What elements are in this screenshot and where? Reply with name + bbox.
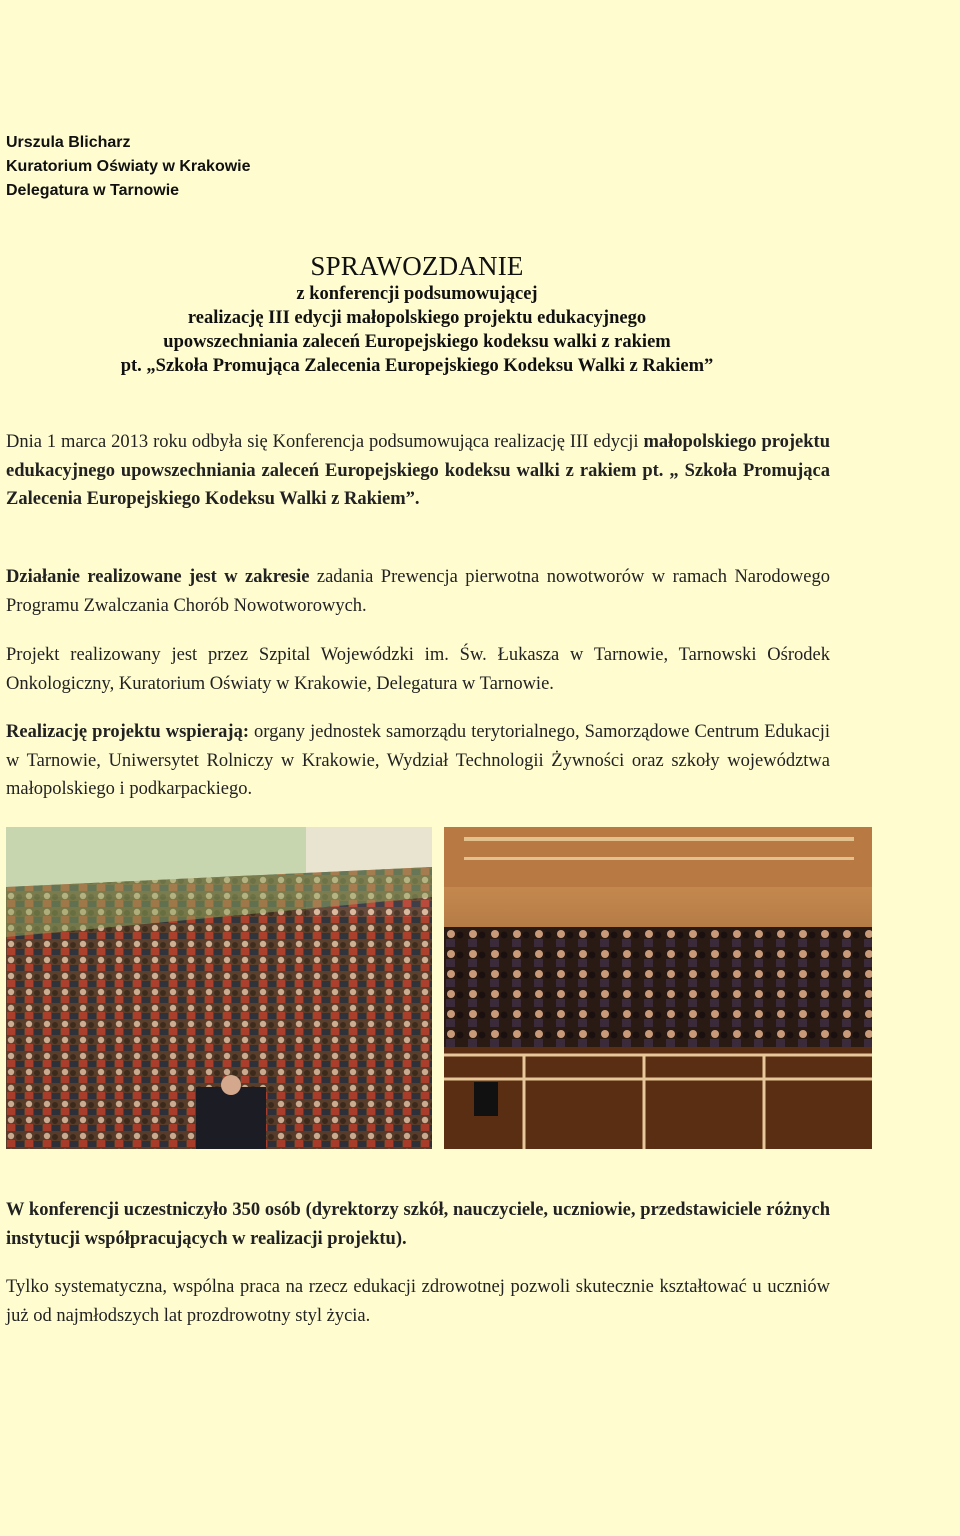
author-branch: Delegatura w Tarnowie bbox=[6, 182, 180, 199]
title-line-3: upowszechniania zaleceń Europejskiego kodeksu walki z rakiem bbox=[163, 332, 671, 352]
paragraph-participants bbox=[6, 1196, 830, 1253]
paragraph-supporters bbox=[6, 718, 830, 804]
report-title: SPRAWOZDANIE bbox=[310, 251, 524, 281]
conclusion-text: Tylko systematyczna, wspólna praca na rzecz edukacji zdrowotnej pozwoli skutecznie kształtować u uczniów już od najmłodszych lat prozdrowotny styl życia. bbox=[6, 1277, 830, 1326]
conference-hall-image bbox=[6, 827, 432, 1149]
author-organization: Kuratorium Oświaty w Krakowie bbox=[6, 158, 251, 175]
title-line-2: realizację III edycji małopolskiego projektu edukacyjnego bbox=[187, 308, 647, 328]
participants-text: W konferencji uczestniczyło 350 osób (dyrektorzy szkół, nauczyciele, uczniowie, przedstawiciele różnych instytucji współpracujących w realizacji projektu). bbox=[6, 1200, 830, 1249]
title-line-4: pt. „Szkoła Promująca Zalecenia Europejskiego Kodeksu Walki z Rakiem” bbox=[120, 356, 714, 376]
paragraph-scope bbox=[6, 563, 830, 620]
scope-lead: Działanie realizowane jest w zakresie bbox=[6, 567, 310, 587]
supporters-text: organy jednostek samorządu terytorialnego, Samorządowe Centrum Edukacji w Tarnowie, Uniwersytet Rolniczy w Krakowie, Wydział Technologii Żywności oraz szkoły województwa małopolskiego i podkarpackiego. bbox=[6, 722, 831, 799]
scope-text: zadania Prewencja pierwotna nowotworów w ramach Narodowego Programu Zwalczania Chorób Nowotworowych. bbox=[6, 567, 830, 616]
organizers-text: Projekt realizowany jest przez Szpital Wojewódzki im. Św. Łukasza w Tarnowie, Tarnowski Ośrodek Onkologiczny, Kuratorium Oświaty w Krakowie, Delegatura w Tarnowie. bbox=[6, 645, 830, 694]
paragraph-intro bbox=[6, 428, 830, 514]
supporters-lead: Realizację projektu wspierają: bbox=[6, 722, 249, 742]
title-block bbox=[0, 250, 834, 378]
author-block bbox=[6, 131, 251, 203]
paragraph-organizers bbox=[6, 641, 830, 698]
paragraph-conclusion bbox=[6, 1273, 830, 1330]
auditorium-photo bbox=[444, 827, 872, 1149]
author-name: Urszula Blicharz bbox=[6, 134, 131, 151]
auditorium-image bbox=[444, 827, 872, 1149]
intro-text: Dnia 1 marca 2013 roku odbyła się Konferencja podsumowująca realizację III edycji bbox=[6, 432, 644, 452]
title-line-1: z konferencji podsumowującej bbox=[296, 284, 538, 304]
intro-project-name: małopolskiego projektu edukacyjnego upowszechniania zaleceń Europejskiego kodeksu walki z rakiem pt. „ Szkoła Promująca Zalecenia Europejskiego Kodeksu Walki z Rakiem”. bbox=[6, 432, 830, 509]
conference-hall-photo bbox=[6, 827, 432, 1149]
